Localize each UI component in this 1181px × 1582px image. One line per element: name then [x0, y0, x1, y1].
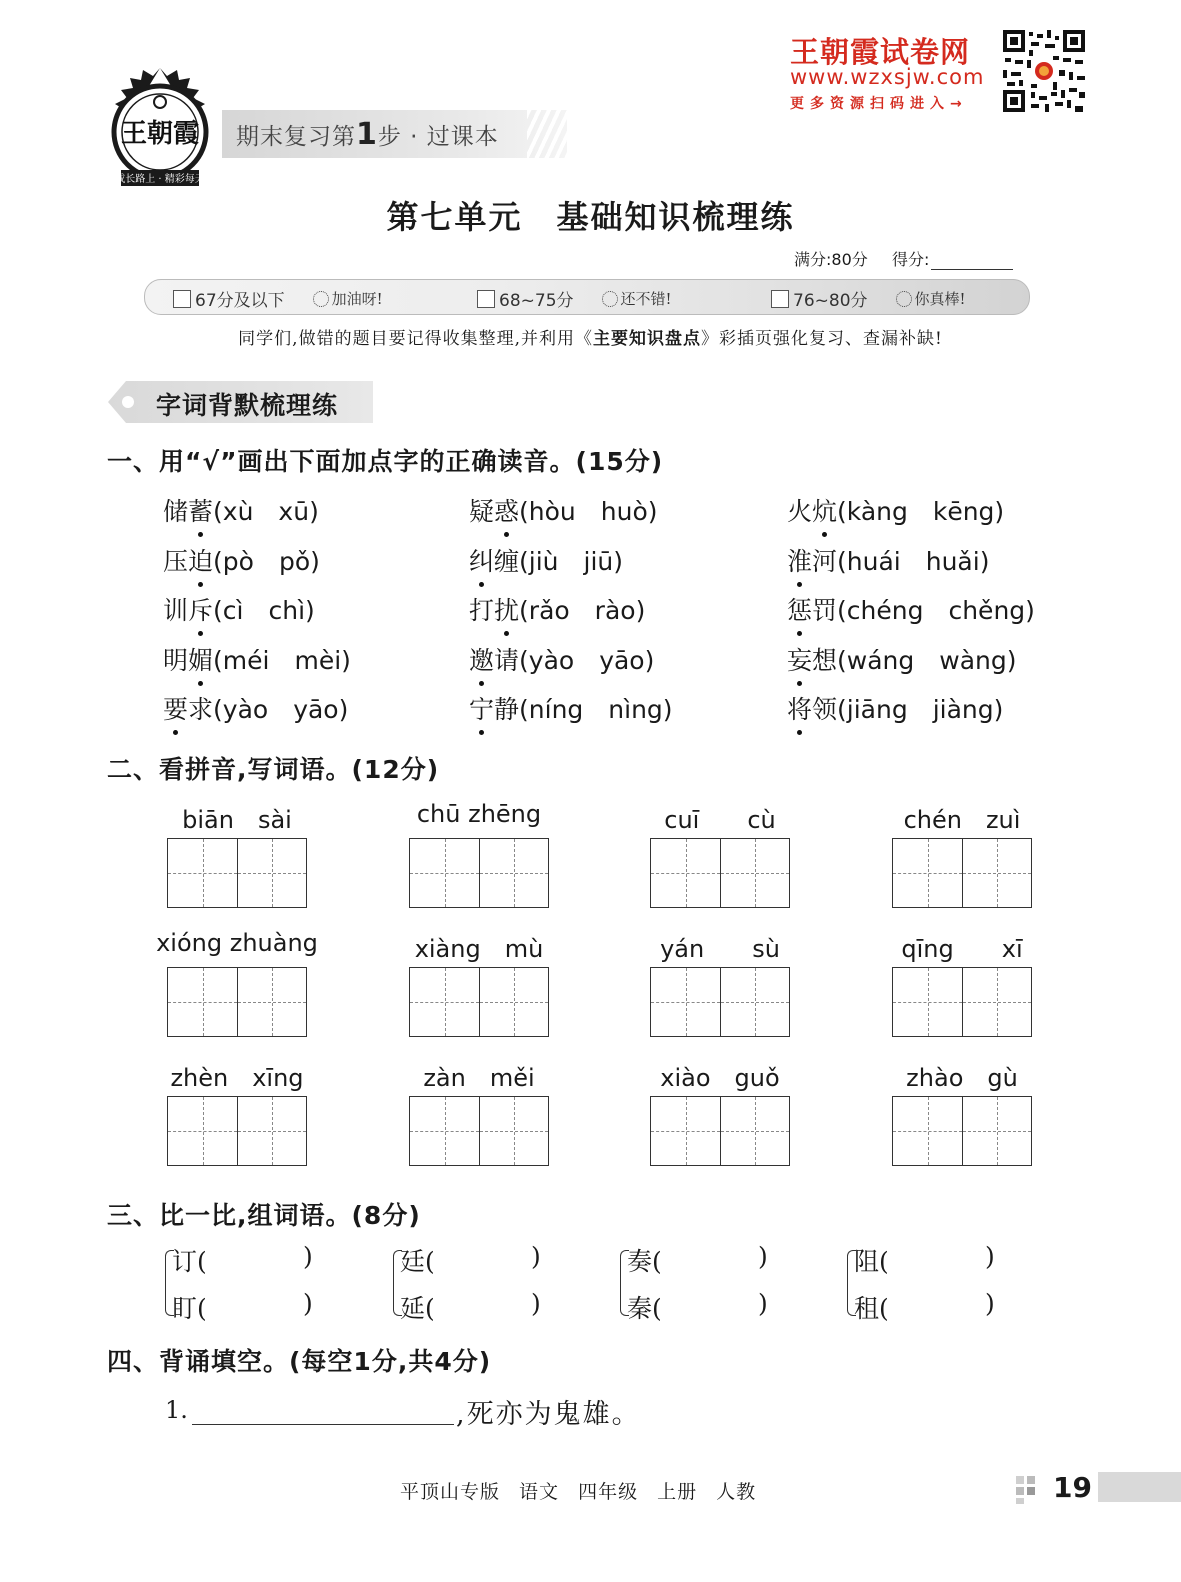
- page-corner-deco-icon: [1016, 1476, 1046, 1504]
- pronunciation-item[interactable]: [787, 690, 1003, 726]
- pronunciation-item[interactable]: [469, 542, 623, 578]
- svg-text:王朝霞: 王朝霞: [120, 119, 200, 149]
- word-char: 将: [787, 690, 812, 726]
- word-char: 扰: [494, 591, 519, 627]
- compare-char: 订(: [172, 1247, 207, 1276]
- pinyin-label: zhào gù: [906, 1064, 1018, 1092]
- writing-grid[interactable]: [167, 1096, 307, 1166]
- tian-zi-cell[interactable]: [893, 1097, 962, 1165]
- word-char: 火: [787, 497, 813, 526]
- word-char: 妄: [787, 641, 812, 677]
- writing-grid[interactable]: [892, 1096, 1032, 1166]
- pronunciation-item[interactable]: [163, 690, 348, 726]
- pinyin-options[interactable]: (jiāng jiàng): [837, 695, 1004, 724]
- answer-blank-close[interactable]: ): [303, 1242, 313, 1271]
- word-char: 宁: [469, 690, 494, 726]
- word-char: 要: [163, 690, 188, 726]
- compare-char: 廷(: [400, 1247, 435, 1276]
- tian-zi-cell[interactable]: [410, 1097, 479, 1165]
- tian-zi-cell[interactable]: [651, 839, 720, 907]
- pinyin-label: xiàng mù: [414, 935, 544, 963]
- question-2-title: 二、看拼音,写词语。(12分): [107, 755, 440, 784]
- writing-grid[interactable]: [167, 967, 307, 1037]
- svg-text:成长路上 · 精彩每天: 成长路上 · 精彩每天: [115, 174, 205, 185]
- tian-zi-cell[interactable]: [479, 839, 548, 907]
- pronunciation-item[interactable]: [787, 492, 1004, 528]
- compare-char: 盯(: [172, 1294, 207, 1323]
- answer-blank-close[interactable]: ): [303, 1289, 313, 1318]
- section-tag-label: 字词背默梳理练: [156, 391, 339, 420]
- tian-zi-cell[interactable]: [720, 968, 789, 1036]
- pinyin-options[interactable]: (cì chì): [213, 596, 315, 625]
- word-char: 疑: [469, 497, 495, 526]
- question-3-title: 三、比一比,组词语。(8分): [107, 1201, 421, 1230]
- pinyin-label: biān sài: [182, 806, 292, 834]
- tian-zi-cell[interactable]: [720, 1097, 789, 1165]
- pinyin-label: zhèn xīng: [170, 1064, 304, 1092]
- page-title: 第七单元 基础知识梳理练: [386, 198, 795, 236]
- pinyin-options[interactable]: (huái huǎi): [837, 547, 990, 576]
- full-score: 满分:80分: [794, 250, 868, 269]
- pinyin-options[interactable]: (hòu huò): [519, 497, 658, 526]
- word-char: 惑: [494, 492, 519, 528]
- footer-edition: 平顶山专版 语文 四年级 上册 人教: [400, 1481, 757, 1503]
- word-char: 淮: [787, 542, 812, 578]
- recite-item-text: ,死亦为鬼雄。: [456, 1399, 641, 1430]
- pinyin-options[interactable]: (kàng kēng): [837, 497, 1005, 526]
- smiley-icon: [313, 291, 329, 307]
- writing-grid[interactable]: [650, 1096, 790, 1166]
- word-char: 想: [812, 646, 838, 675]
- pronunciation-item[interactable]: [787, 542, 989, 578]
- pinyin-label: chū zhēng: [416, 800, 542, 828]
- tian-zi-cell[interactable]: [893, 839, 962, 907]
- word-char: 领: [812, 695, 838, 724]
- tian-zi-cell[interactable]: [962, 1097, 1031, 1165]
- compare-char: 租(: [854, 1294, 889, 1323]
- answer-blank-close[interactable]: ): [985, 1242, 995, 1271]
- word-char: 压: [163, 547, 189, 576]
- pinyin-label: cuī cù: [664, 806, 776, 834]
- tian-zi-cell[interactable]: [479, 968, 548, 1036]
- pronunciation-item[interactable]: [163, 641, 351, 677]
- word-char: 纠: [469, 542, 494, 578]
- answer-blank-close[interactable]: ): [531, 1289, 541, 1318]
- word-char: 罚: [812, 596, 838, 625]
- word-char: 斥: [188, 591, 213, 627]
- pronunciation-item[interactable]: [469, 492, 658, 528]
- answer-blank-close[interactable]: ): [758, 1242, 768, 1271]
- word-char: 缠: [494, 547, 520, 576]
- reminder-note: 同学们,做错的题目要记得收集整理,并利用《主要知识盘点》彩插页强化复习、查漏补缺!: [238, 329, 943, 349]
- pronunciation-item[interactable]: [163, 542, 320, 578]
- word-char: 训: [163, 596, 189, 625]
- writing-grid[interactable]: [409, 838, 549, 908]
- score-line: [794, 247, 1013, 270]
- wangzhaoxia-seal-logo: [107, 66, 213, 192]
- page-number-bar: [1098, 1472, 1181, 1502]
- recite-item-number: 1.: [165, 1396, 188, 1424]
- tag-hole-icon: [122, 396, 134, 408]
- score-blank[interactable]: [931, 255, 1013, 270]
- pinyin-label: xiào guǒ: [660, 1064, 780, 1092]
- rating-high[interactable]: 76~80分 你真棒!: [771, 286, 966, 311]
- tian-zi-cell[interactable]: [720, 839, 789, 907]
- word-char: 请: [494, 646, 520, 675]
- self-rating-band: [144, 279, 1030, 315]
- tian-zi-cell[interactable]: [893, 968, 962, 1036]
- pinyin-label: xióng zhuàng: [156, 929, 318, 957]
- brand-scan-hint: 更多资源扫码进入→: [790, 96, 968, 112]
- compare-char: 阻(: [854, 1247, 889, 1276]
- writing-grid[interactable]: [892, 967, 1032, 1037]
- step-label: 期末复习第1步 · 过课本: [236, 117, 499, 152]
- rating-low[interactable]: 67分及以下 加油呀!: [173, 286, 383, 311]
- pinyin-options[interactable]: (pò pǒ): [213, 547, 320, 576]
- word-char: 惩: [787, 591, 812, 627]
- smiley-icon: [896, 291, 912, 307]
- pinyin-label: yán sù: [660, 935, 780, 963]
- pinyin-options[interactable]: (yào yāo): [519, 646, 655, 675]
- smiley-icon: [602, 291, 618, 307]
- tian-zi-cell[interactable]: [237, 839, 306, 907]
- pinyin-options[interactable]: (níng nìng): [519, 695, 673, 724]
- word-char: 求: [188, 695, 214, 724]
- word-char: 河: [812, 547, 838, 576]
- pronunciation-item[interactable]: [163, 591, 315, 627]
- tian-zi-cell[interactable]: [237, 968, 306, 1036]
- question-4-title: 四、背诵填空。(每空1分,共4分): [107, 1347, 492, 1376]
- pinyin-label: qīng xī: [901, 935, 1023, 963]
- recite-answer-blank[interactable]: [192, 1424, 454, 1425]
- pronunciation-item[interactable]: [469, 591, 645, 627]
- pinyin-options[interactable]: (méi mèi): [213, 646, 351, 675]
- pinyin-options[interactable]: (chéng chěng): [837, 596, 1035, 625]
- tian-zi-cell[interactable]: [962, 968, 1031, 1036]
- tian-zi-cell[interactable]: [168, 968, 237, 1036]
- writing-grid[interactable]: [409, 1096, 549, 1166]
- pinyin-options[interactable]: (wáng wàng): [837, 646, 1017, 675]
- answer-blank-close[interactable]: ): [758, 1289, 768, 1318]
- word-char: 炕: [812, 492, 837, 528]
- word-char: 迫: [188, 542, 213, 578]
- pinyin-label: chén zuì: [903, 806, 1021, 834]
- pronunciation-item[interactable]: [469, 641, 654, 677]
- page-number: 19: [1053, 1471, 1092, 1504]
- pronunciation-item[interactable]: [469, 690, 673, 726]
- tian-zi-cell[interactable]: [651, 1097, 720, 1165]
- qr-code-icon[interactable]: [1003, 30, 1085, 112]
- word-char: 邀: [469, 641, 494, 677]
- tian-zi-cell[interactable]: [479, 1097, 548, 1165]
- word-char: 静: [494, 695, 520, 724]
- pinyin-options[interactable]: (rǎo rào): [519, 596, 646, 625]
- question-1-title: 一、用“√”画出下面加点字的正确读音。(15分): [107, 447, 664, 476]
- word-char: 媚: [188, 641, 213, 677]
- writing-grid[interactable]: [409, 967, 549, 1037]
- rating-mid[interactable]: 68~75分 还不错!: [477, 286, 672, 311]
- pronunciation-item[interactable]: [787, 641, 1017, 677]
- brand-url[interactable]: www.wzxsjw.com: [790, 65, 985, 89]
- rating-checkbox[interactable]: [771, 290, 789, 308]
- writing-grid[interactable]: [650, 967, 790, 1037]
- pinyin-options[interactable]: (xù xū): [213, 497, 319, 526]
- word-char: 储: [163, 497, 189, 526]
- writing-grid[interactable]: [892, 838, 1032, 908]
- writing-grid[interactable]: [650, 838, 790, 908]
- tian-zi-cell[interactable]: [168, 839, 237, 907]
- compare-char: 秦(: [627, 1294, 662, 1323]
- tian-zi-cell[interactable]: [962, 839, 1031, 907]
- rating-checkbox[interactable]: [477, 290, 495, 308]
- pinyin-options[interactable]: (jiù jiū): [519, 547, 624, 576]
- writing-grid[interactable]: [167, 838, 307, 908]
- tian-zi-cell[interactable]: [651, 968, 720, 1036]
- pinyin-label: zàn měi: [423, 1064, 535, 1092]
- word-char: 蓄: [188, 492, 213, 528]
- compare-char: 奏(: [627, 1247, 662, 1276]
- pinyin-options[interactable]: (yào yāo): [213, 695, 349, 724]
- tian-zi-cell[interactable]: [168, 1097, 237, 1165]
- score-label: 得分:: [891, 250, 930, 269]
- tian-zi-cell[interactable]: [410, 839, 479, 907]
- rating-checkbox[interactable]: [173, 290, 191, 308]
- answer-blank-close[interactable]: ): [531, 1242, 541, 1271]
- pronunciation-item[interactable]: [163, 492, 319, 528]
- compare-char: 延(: [400, 1294, 435, 1323]
- tian-zi-cell[interactable]: [410, 968, 479, 1036]
- pronunciation-item[interactable]: [787, 591, 1035, 627]
- answer-blank-close[interactable]: ): [985, 1289, 995, 1318]
- tian-zi-cell[interactable]: [237, 1097, 306, 1165]
- word-char: 打: [469, 596, 495, 625]
- brand-name: 王朝霞试卷网: [790, 35, 971, 69]
- word-char: 明: [163, 646, 189, 675]
